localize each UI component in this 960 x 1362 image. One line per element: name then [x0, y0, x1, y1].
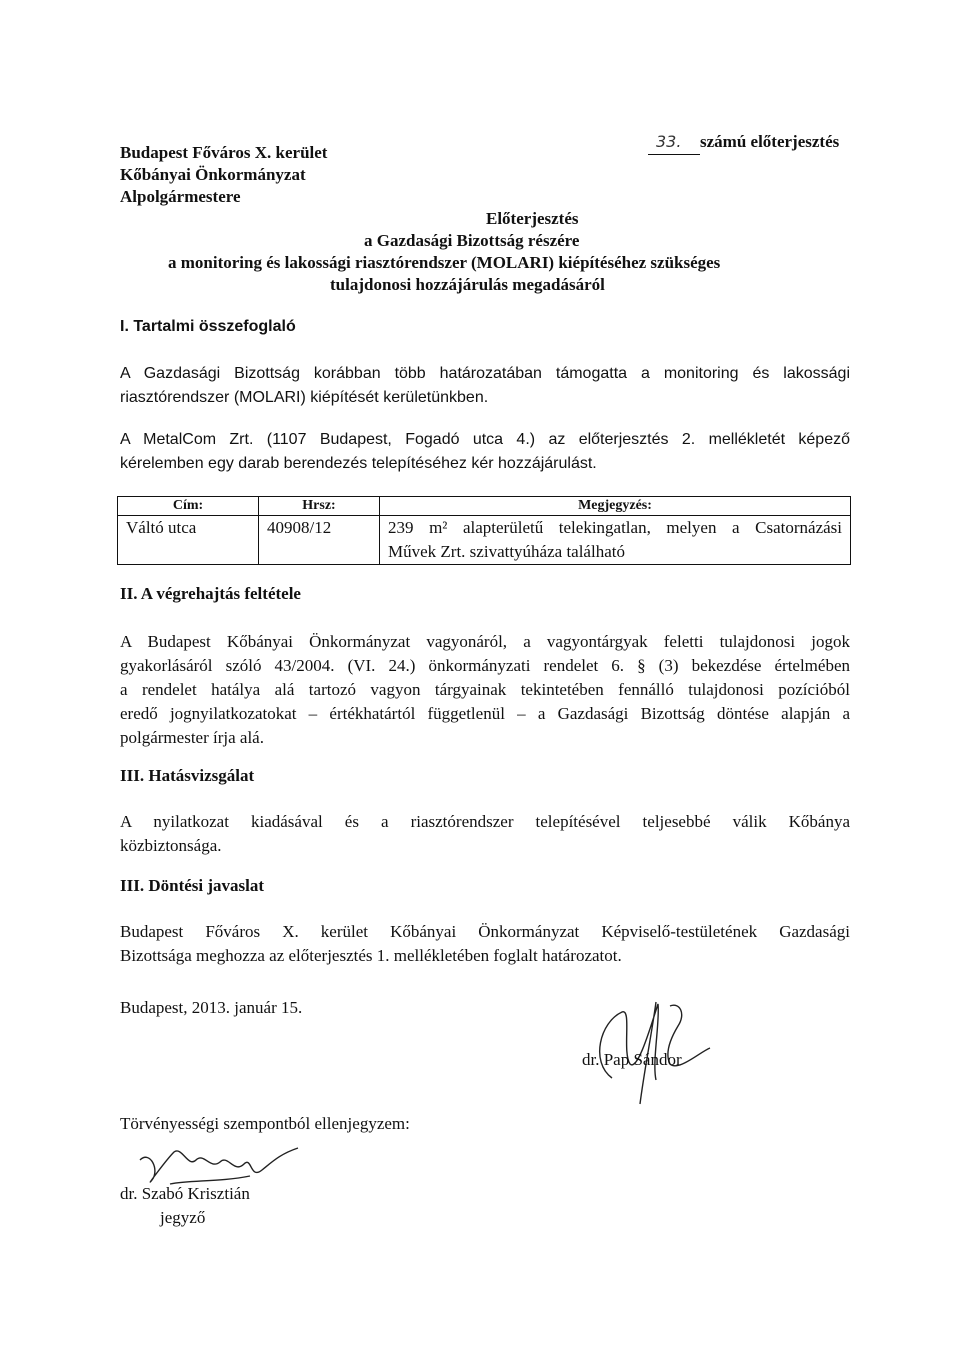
issuer-block	[120, 142, 327, 208]
section-3-paragraph	[120, 810, 850, 858]
text-line: polgármester írja alá.	[120, 728, 264, 747]
remark-line-1: 239 m² alapterületű telekingatlan, melyen a Csatornázási	[388, 518, 842, 537]
text-line: Budapest Főváros X. kerület Kőbányai Önkormányzat Képviselő-testületének Gazdasági	[120, 922, 850, 941]
cell-megjegyzes	[380, 516, 851, 565]
text-line: eredő jognyilatkozatokat – értékhatártól függetlenül – a Gazdasági Bizottság döntése alapján a	[120, 704, 850, 723]
column-header-hrsz: Hrsz:	[259, 497, 380, 516]
title-line-2: a Gazdasági Bizottság részére	[364, 231, 580, 250]
column-header-megjegyzes: Megjegyzés:	[380, 497, 851, 516]
title-line-4: tulajdonosi hozzájárulás megadásáról	[330, 275, 605, 294]
signer-2-title: jegyző	[160, 1208, 206, 1227]
section-1-paragraph-1	[120, 362, 850, 410]
text-line: gyakorlásáról szóló 43/2004. (VI. 24.) önkormányzati rendelet 6. § (3) bekezdése értelmében	[120, 656, 850, 675]
text-line: A Gazdasági Bizottság korábban több határozatában támogatta a monitoring és lakossági	[120, 365, 850, 382]
text-line: A nyilatkozat kiadásával és a riasztórendszer telepítésével teljesebbé válik Kőbánya	[120, 812, 850, 831]
section-1-heading: I. Tartalmi összefoglaló	[120, 318, 296, 335]
signer-2-name: dr. Szabó Krisztián	[120, 1184, 250, 1203]
cell-cim: Váltó utca	[118, 516, 259, 565]
text-line: riasztórendszer (MOLARI) kiépítését kerületünkben.	[120, 389, 489, 406]
title-block	[120, 208, 960, 296]
title-line-1: Előterjesztés	[486, 209, 579, 228]
section-2-paragraph	[120, 630, 850, 750]
text-line: közbiztonsága.	[120, 836, 222, 855]
title-line-3: a monitoring és lakossági riasztórendszer (MOLARI) kiépítéséhez szükséges	[168, 253, 721, 272]
section-2-heading: II. A végrehajtás feltétele	[120, 584, 301, 603]
text-line: A Budapest Kőbányai Önkormányzat vagyonáról, a vagyontárgyak feletti tulajdonosi jogok	[120, 632, 850, 651]
property-table	[117, 496, 851, 565]
section-4-heading: III. Döntési javaslat	[120, 876, 265, 895]
document-number	[648, 130, 839, 155]
text-line: kérelemben egy darab berendezés telepítéséhez kér hozzájárulást.	[120, 455, 597, 472]
document-number-handwritten: 33.	[648, 130, 700, 155]
issuer-line-2: Kőbányai Önkormányzat	[120, 165, 306, 184]
document-number-suffix: számú előterjesztés	[700, 132, 840, 151]
cell-hrsz: 40908/12	[259, 516, 380, 565]
countersign-label: Törvényességi szempontból ellenjegyzem:	[120, 1114, 410, 1133]
remark-line-2: Művek Zrt. szivattyúháza található	[388, 542, 625, 561]
issuer-line-3: Alpolgármestere	[120, 187, 241, 206]
text-line: Bizottsága meghozza az előterjesztés 1. mellékletében foglalt határozatot.	[120, 946, 622, 965]
text-line: a rendelet hatálya alá tartozó vagyon tárgyainak tekintetében fennálló tulajdonosi pozícióból	[120, 680, 850, 699]
issuer-line-1: Budapest Főváros X. kerület	[120, 143, 328, 162]
signer-1-name: dr. Pap Sándor	[582, 1050, 682, 1069]
table-row	[118, 516, 851, 565]
column-header-cim: Cím:	[118, 497, 259, 516]
table-header-row	[118, 497, 851, 516]
section-3-heading: III. Hatásvizsgálat	[120, 766, 255, 785]
text-line: A MetalCom Zrt. (1107 Budapest, Fogadó utca 4.) az előterjesztés 2. mellékletét képező	[120, 431, 850, 448]
place-and-date: Budapest, 2013. január 15.	[120, 998, 303, 1017]
section-1-paragraph-2	[120, 428, 850, 476]
section-4-paragraph	[120, 920, 850, 968]
